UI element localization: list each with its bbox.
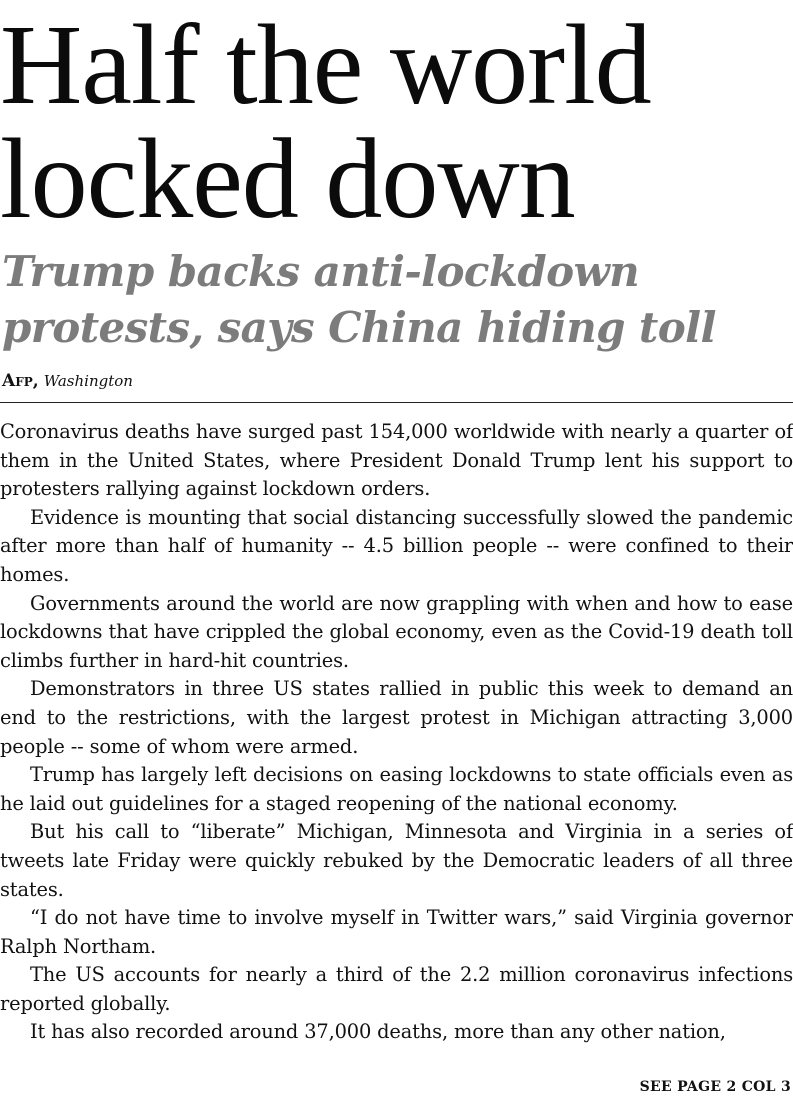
body-paragraph: “I do not have time to involve myself in Twitter wars,” said Virginia governor Ralph Northam. [0, 906, 793, 958]
byline-divider [0, 402, 793, 403]
byline-agency: Afp, [2, 371, 39, 391]
byline [2, 370, 133, 392]
byline-location: Washington [43, 372, 133, 390]
body-paragraph: Coronavirus deaths have surged past 154,000 worldwide with nearly a quarter of them in the United States, where President Donald Trump lent his support to protesters rallying against lockdown orders. [0, 420, 793, 501]
body-paragraph: But his call to “liberate” Michigan, Minnesota and Virginia in a series of tweets late Friday were quickly rebuked by the Democratic leaders of all three states. [0, 820, 793, 901]
body-paragraph: The US accounts for nearly a third of the 2.2 million coronavirus infections reported globally. [0, 963, 793, 1015]
body-paragraph: It has also recorded around 37,000 deaths, more than any other nation, [30, 1020, 726, 1044]
headline: Half the world locked down [0, 1, 651, 242]
body-paragraph: Demonstrators in three US states rallied in public this week to demand an end to the restrictions, with the largest protest in Michigan attracting 3,000 people -- some of whom were armed. [0, 677, 793, 758]
subheadline: Trump backs anti-lockdown protests, says China hiding toll [2, 247, 716, 352]
body-paragraph: Evidence is mounting that social distancing successfully slowed the pandemic after more than half of humanity -- 4.5 billion people -- were confined to their homes. [0, 505, 793, 586]
article-body [0, 418, 793, 1047]
body-paragraph: Governments around the world are now grappling with when and how to ease lockdowns that have crippled the global economy, even as the Covid-19 death toll climbs further in hard-hit countries. [0, 591, 793, 672]
body-paragraph: Trump has largely left decisions on easing lockdowns to state officials even as he laid out guidelines for a staged reopening of the national economy. [0, 763, 793, 815]
continuation-note: SEE PAGE 2 COL 3 [639, 1079, 791, 1095]
